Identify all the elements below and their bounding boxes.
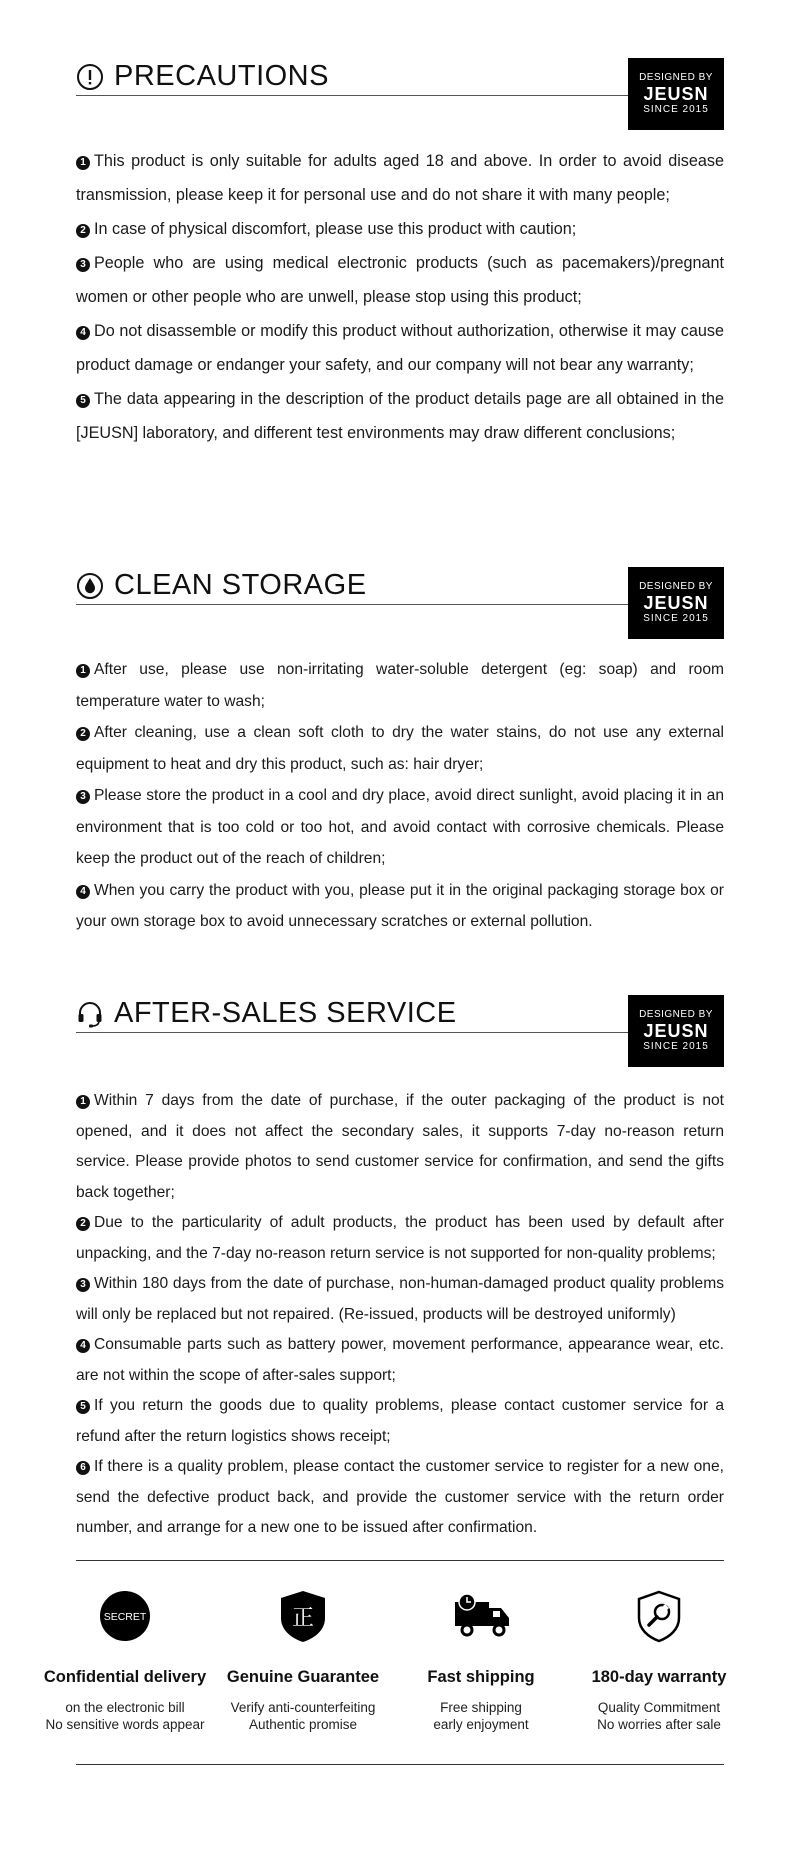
genuine-icon-text: 正 [291, 1606, 315, 1631]
list-item [76, 382, 724, 450]
designed-by-badge [628, 567, 724, 639]
feature-line2: early enjoyment [433, 1717, 529, 1732]
divider [76, 604, 636, 605]
feature-line2: No worries after sale [597, 1717, 721, 1732]
bullet-number: 4 [76, 1339, 90, 1353]
after-sales-list [76, 1086, 724, 1544]
list-item [76, 1208, 724, 1269]
item-text: Within 180 days from the date of purchase, non-human-damaged product quality problems will only be replaced but not repaired. (Re-issued, products will be destroyed uniformly) [76, 1275, 724, 1323]
feature-genuine [208, 1588, 398, 1733]
list-item [76, 1086, 724, 1208]
badge-line3: SINCE 2015 [643, 613, 709, 624]
bullet-number: 3 [76, 258, 90, 272]
exclamation-icon [76, 63, 104, 91]
bullet-number: 1 [76, 156, 90, 170]
item-text: Do not disassemble or modify this product without authorization, otherwise it may cause product damage or endanger your safety, and our company will not bear any warranty; [76, 322, 724, 374]
feature-title: Genuine Guarantee [226, 1668, 380, 1686]
list-item [76, 1269, 724, 1330]
badge-line3: SINCE 2015 [643, 104, 709, 115]
divider [76, 1032, 636, 1033]
item-text: Consumable parts such as battery power, movement performance, appearance wear, etc. are not within the scope of after-sales support; [76, 1336, 724, 1384]
badge-brand: JEUSN [643, 84, 709, 104]
item-text: If you return the goods due to quality problems, please contact customer service for a refund after the return logistics shows receipt; [76, 1397, 724, 1445]
feature-line2: Authentic promise [248, 1717, 358, 1732]
precautions-title: PRECAUTIONS [114, 60, 329, 92]
genuine-shield-icon [275, 1588, 331, 1644]
precautions-list [76, 144, 724, 450]
item-text: If there is a quality problem, please contact the customer service to register for a new one, send the defective product back, and provide the customer service with the return order number, and arrange for a new one to be issued after confirmation. [76, 1458, 724, 1536]
divider-top [76, 1560, 724, 1561]
designed-by-badge [628, 995, 724, 1067]
after-sales-title: AFTER-SALES SERVICE [114, 997, 457, 1029]
feature-subtitle [564, 1699, 754, 1733]
feature-title: Fast shipping [427, 1668, 535, 1686]
designed-by-badge [628, 58, 724, 130]
list-item [76, 654, 724, 717]
list-item [76, 1391, 724, 1452]
clean-storage-header [76, 567, 724, 639]
list-item [76, 717, 724, 780]
list-item [76, 144, 724, 212]
feature-fast-shipping [386, 1588, 576, 1733]
feature-warranty [564, 1588, 754, 1733]
list-item [76, 875, 724, 938]
badge-brand: JEUSN [643, 593, 709, 613]
badge-line1: DESIGNED BY [639, 1009, 713, 1020]
clean-storage-list [76, 654, 724, 938]
bullet-number: 2 [76, 224, 90, 238]
feature-confidential [30, 1588, 220, 1733]
list-item [76, 246, 724, 314]
after-sales-section [76, 995, 724, 1536]
bullet-number: 2 [76, 1217, 90, 1231]
badge-line1: DESIGNED BY [639, 72, 713, 83]
bullet-number: 4 [76, 885, 90, 899]
bullet-number: 4 [76, 326, 90, 340]
divider [76, 95, 636, 96]
secret-icon-text: SECRET [103, 1611, 147, 1623]
list-item [76, 1452, 724, 1544]
after-sales-header [76, 995, 724, 1067]
precautions-section [76, 58, 724, 442]
item-text: Within 7 days from the date of purchase, if the outer packaging of the product is not opened, and it does not affect the secondary sales, it supports 7-day no-reason return service. Please provide photos to send customer service for confirmation, and send the gifts back together; [76, 1092, 724, 1201]
item-text: After cleaning, use a clean soft cloth to dry the water stains, do not use any external equipment to heat and dry this product, such as: hair dryer; [76, 724, 724, 773]
bullet-number: 6 [76, 1461, 90, 1475]
badge-line1: DESIGNED BY [639, 581, 713, 592]
item-text: After use, please use non-irritating water-soluble detergent (eg: soap) and room temperature water to wash; [76, 661, 724, 710]
item-text: The data appearing in the description of the product details page are all obtained in the [JEUSN] laboratory, and different test environments may draw different conclusions; [76, 390, 724, 442]
feature-title: Confidential delivery [43, 1668, 207, 1686]
bullet-number: 1 [76, 664, 90, 678]
feature-subtitle [208, 1699, 398, 1733]
list-item [76, 1330, 724, 1391]
feature-line1: on the electronic bill [65, 1700, 185, 1715]
precautions-header [76, 58, 724, 130]
item-text: This product is only suitable for adults aged 18 and above. In order to avoid disease transmission, please keep it for personal use and do not share it with many people; [76, 152, 724, 204]
list-item [76, 780, 724, 875]
item-text: In case of physical discomfort, please use this product with caution; [94, 220, 577, 238]
feature-title: 180-day warranty [591, 1668, 727, 1686]
feature-subtitle [386, 1699, 576, 1733]
bullet-number: 5 [76, 394, 90, 408]
feature-line1: Quality Commitment [597, 1700, 721, 1715]
item-text: When you carry the product with you, please put it in the original packaging storage box or your own storage box to avoid unnecessary scratches or external pollution. [76, 881, 724, 930]
clean-storage-section [76, 567, 724, 930]
feature-line1: Free shipping [440, 1700, 522, 1715]
list-item [76, 212, 724, 246]
badge-line3: SINCE 2015 [643, 1041, 709, 1052]
bullet-number: 2 [76, 727, 90, 741]
item-text: People who are using medical electronic products (such as pacemakers)/pregnant women or other people who are unwell, please stop using this product; [76, 254, 724, 306]
item-text: Please store the product in a cool and dry place, avoid direct sunlight, avoid placing it in an environment that is too cold or too hot, and avoid contact with corrosive chemicals. Please keep the product out of the reach of children; [76, 787, 724, 867]
delivery-truck-icon [453, 1588, 509, 1644]
bullet-number: 3 [76, 1278, 90, 1292]
list-item [76, 314, 724, 382]
bullet-number: 3 [76, 790, 90, 804]
headset-icon [76, 1000, 104, 1028]
badge-brand: JEUSN [643, 1021, 709, 1041]
clean-storage-title: CLEAN STORAGE [114, 569, 367, 601]
feature-subtitle [30, 1699, 220, 1733]
bullet-number: 5 [76, 1400, 90, 1414]
bullet-number: 1 [76, 1095, 90, 1109]
feature-line1: Verify anti-counterfeiting [230, 1700, 376, 1715]
water-drop-icon [76, 572, 104, 600]
secret-icon [97, 1588, 153, 1644]
feature-line2: No sensitive words appear [45, 1717, 205, 1732]
item-text: Due to the particularity of adult products, the product has been used by default after unpacking, and the 7-day no-reason return service is not supported for non-quality problems; [76, 1214, 724, 1262]
wrench-shield-icon [631, 1588, 687, 1644]
after-sales-title-row [76, 997, 457, 1030]
clean-storage-title-row [76, 569, 367, 602]
divider-bottom [76, 1764, 724, 1765]
precautions-title-row [76, 60, 329, 93]
